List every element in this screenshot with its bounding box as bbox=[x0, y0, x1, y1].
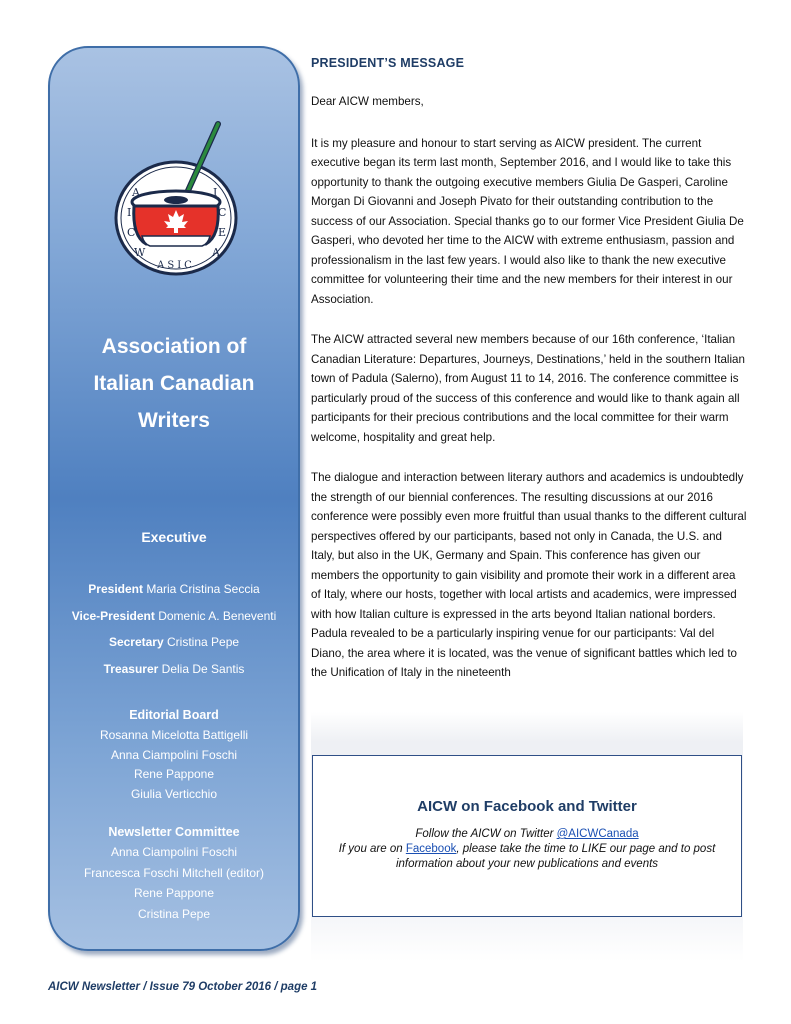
main-column bbox=[311, 50, 747, 683]
member-name: Domenic A. Beneventi bbox=[158, 608, 277, 623]
facebook-line bbox=[313, 842, 741, 857]
board-member: Rene Pappone bbox=[133, 767, 215, 781]
member-role: President bbox=[88, 582, 143, 596]
body-paragraph: It is my pleasure and honour to start serving as AICW president. The current executive began its term last month, September 2016, and I would like to take this opportunity to thank the outgoing executive members Giulia De Gasperi, Caroline Morgan Di Giovanni and Joseph Pivato for their outstanding contribution to the success of our Association. Special thanks go to our former Vice President Giulia De Gasperi, who devoted her time to the AICW with extreme enthusiasm, passion and professionalism in the last few years. I would also like to thank the new executive committee for volunteering their time and the new members for their interest in our Association. bbox=[311, 136, 744, 306]
logo-letter: E bbox=[218, 226, 227, 239]
title-line: Writers bbox=[138, 409, 210, 432]
editorial-board bbox=[50, 704, 298, 804]
logo-letter: C bbox=[218, 206, 227, 219]
member-role: Treasurer bbox=[103, 661, 159, 676]
member-name: Cristina Pepe bbox=[167, 635, 240, 649]
editorial-board-heading: Editorial Board bbox=[129, 708, 219, 722]
facebook-twitter-title: AICW on Facebook and Twitter bbox=[417, 798, 637, 815]
logo-letter: A bbox=[132, 186, 140, 199]
facebook-line-prefix: If you are on bbox=[338, 843, 406, 855]
executive-member bbox=[50, 629, 298, 656]
page-footer: AICW Newsletter / Issue 79 October 2016 / page 1 bbox=[48, 981, 318, 993]
facebook-line-suffix: , please take the time to LIKE our page and to post bbox=[456, 843, 716, 855]
twitter-line bbox=[313, 827, 741, 842]
member-name: Delia De Santis bbox=[161, 661, 245, 676]
logo-letter: I bbox=[213, 186, 218, 199]
committee-member: Anna Ciampolini Foschi bbox=[110, 845, 238, 859]
facebook-link[interactable]: Facebook bbox=[405, 843, 457, 855]
logo-letter: W bbox=[134, 246, 146, 259]
member-name: Maria Cristina Seccia bbox=[146, 582, 260, 596]
sidebar-panel bbox=[48, 46, 300, 951]
title-line: Italian Canadian bbox=[93, 372, 255, 395]
executive-heading: Executive bbox=[141, 529, 207, 545]
presidents-message-heading: PRESIDENT’S MESSAGE bbox=[311, 56, 465, 70]
body-paragraph: The dialogue and interaction between literary authors and academics is undoubtedly the strength of our biennial conferences. The resulting discussions at our 2016 conference were possibly even more fruitful than usual thanks to the different cultural perspectives offered by our participants, based not only in Canada, the U.S. and Italy, but also in the UK, Germany and Spain. This conference has given our members the opportunity to gain visibility and promote their work in a different area of Italy, where our hosts, together with local artists and academics, were impressed with how Italian culture is expressed in the arts beyond Italian national borders. Padula revealed to be a particularly inspiring venue for our participants: Val del Diano, the area where it is located, was the venue of significant battles which led to the Unification of Italy in the nineteenth bbox=[311, 471, 747, 679]
body-paragraph: The AICW attracted several new members because of our 16th conference, ‘Italian Canadian Literature: Departures, Journeys, Destinations,’ held in the southern Italian town of Padula (Salerno), from August 11 to 14, 2016. The conference committee is particularly proud of the success of this conference and would like to thank again all participants for their precious contributions and the local committee for their warm welcome, hospitality and great help. bbox=[311, 333, 745, 444]
salutation: Dear AICW members, bbox=[311, 95, 424, 108]
facebook-line-end: information about your new publications and events bbox=[395, 858, 659, 870]
member-role: Secretary bbox=[108, 635, 164, 649]
facebook-twitter-box bbox=[312, 755, 742, 917]
board-member: Anna Ciampolini Foschi bbox=[110, 747, 238, 762]
logo-letter: A bbox=[212, 246, 220, 259]
member-role: Vice-President bbox=[71, 608, 155, 623]
executive-member bbox=[50, 656, 298, 683]
committee-member: Cristina Pepe bbox=[137, 906, 211, 921]
executive-list bbox=[50, 576, 298, 682]
logo-letters-bottom: ASIC bbox=[157, 260, 195, 271]
twitter-link[interactable]: @AICWCanada bbox=[556, 828, 639, 840]
executive-member bbox=[50, 576, 298, 603]
aicw-logo bbox=[112, 118, 248, 278]
association-title bbox=[50, 328, 298, 439]
executive-member bbox=[50, 603, 298, 630]
committee-member: Francesca Foschi Mitchell (editor) bbox=[83, 865, 265, 880]
newsletter-committee bbox=[50, 822, 298, 924]
newsletter-committee-heading: Newsletter Committee bbox=[108, 825, 240, 839]
committee-member: Rene Pappone bbox=[133, 886, 215, 900]
facebook-twitter-text bbox=[313, 827, 741, 872]
board-member: Giulia Verticchio bbox=[130, 786, 218, 801]
board-member: Rosanna Micelotta Battigelli bbox=[99, 728, 249, 742]
title-line: Association of bbox=[101, 335, 247, 358]
logo-letter: I bbox=[127, 206, 132, 219]
twitter-line-text: Follow the AICW on Twitter bbox=[415, 828, 557, 840]
logo-letter: C bbox=[127, 226, 136, 239]
